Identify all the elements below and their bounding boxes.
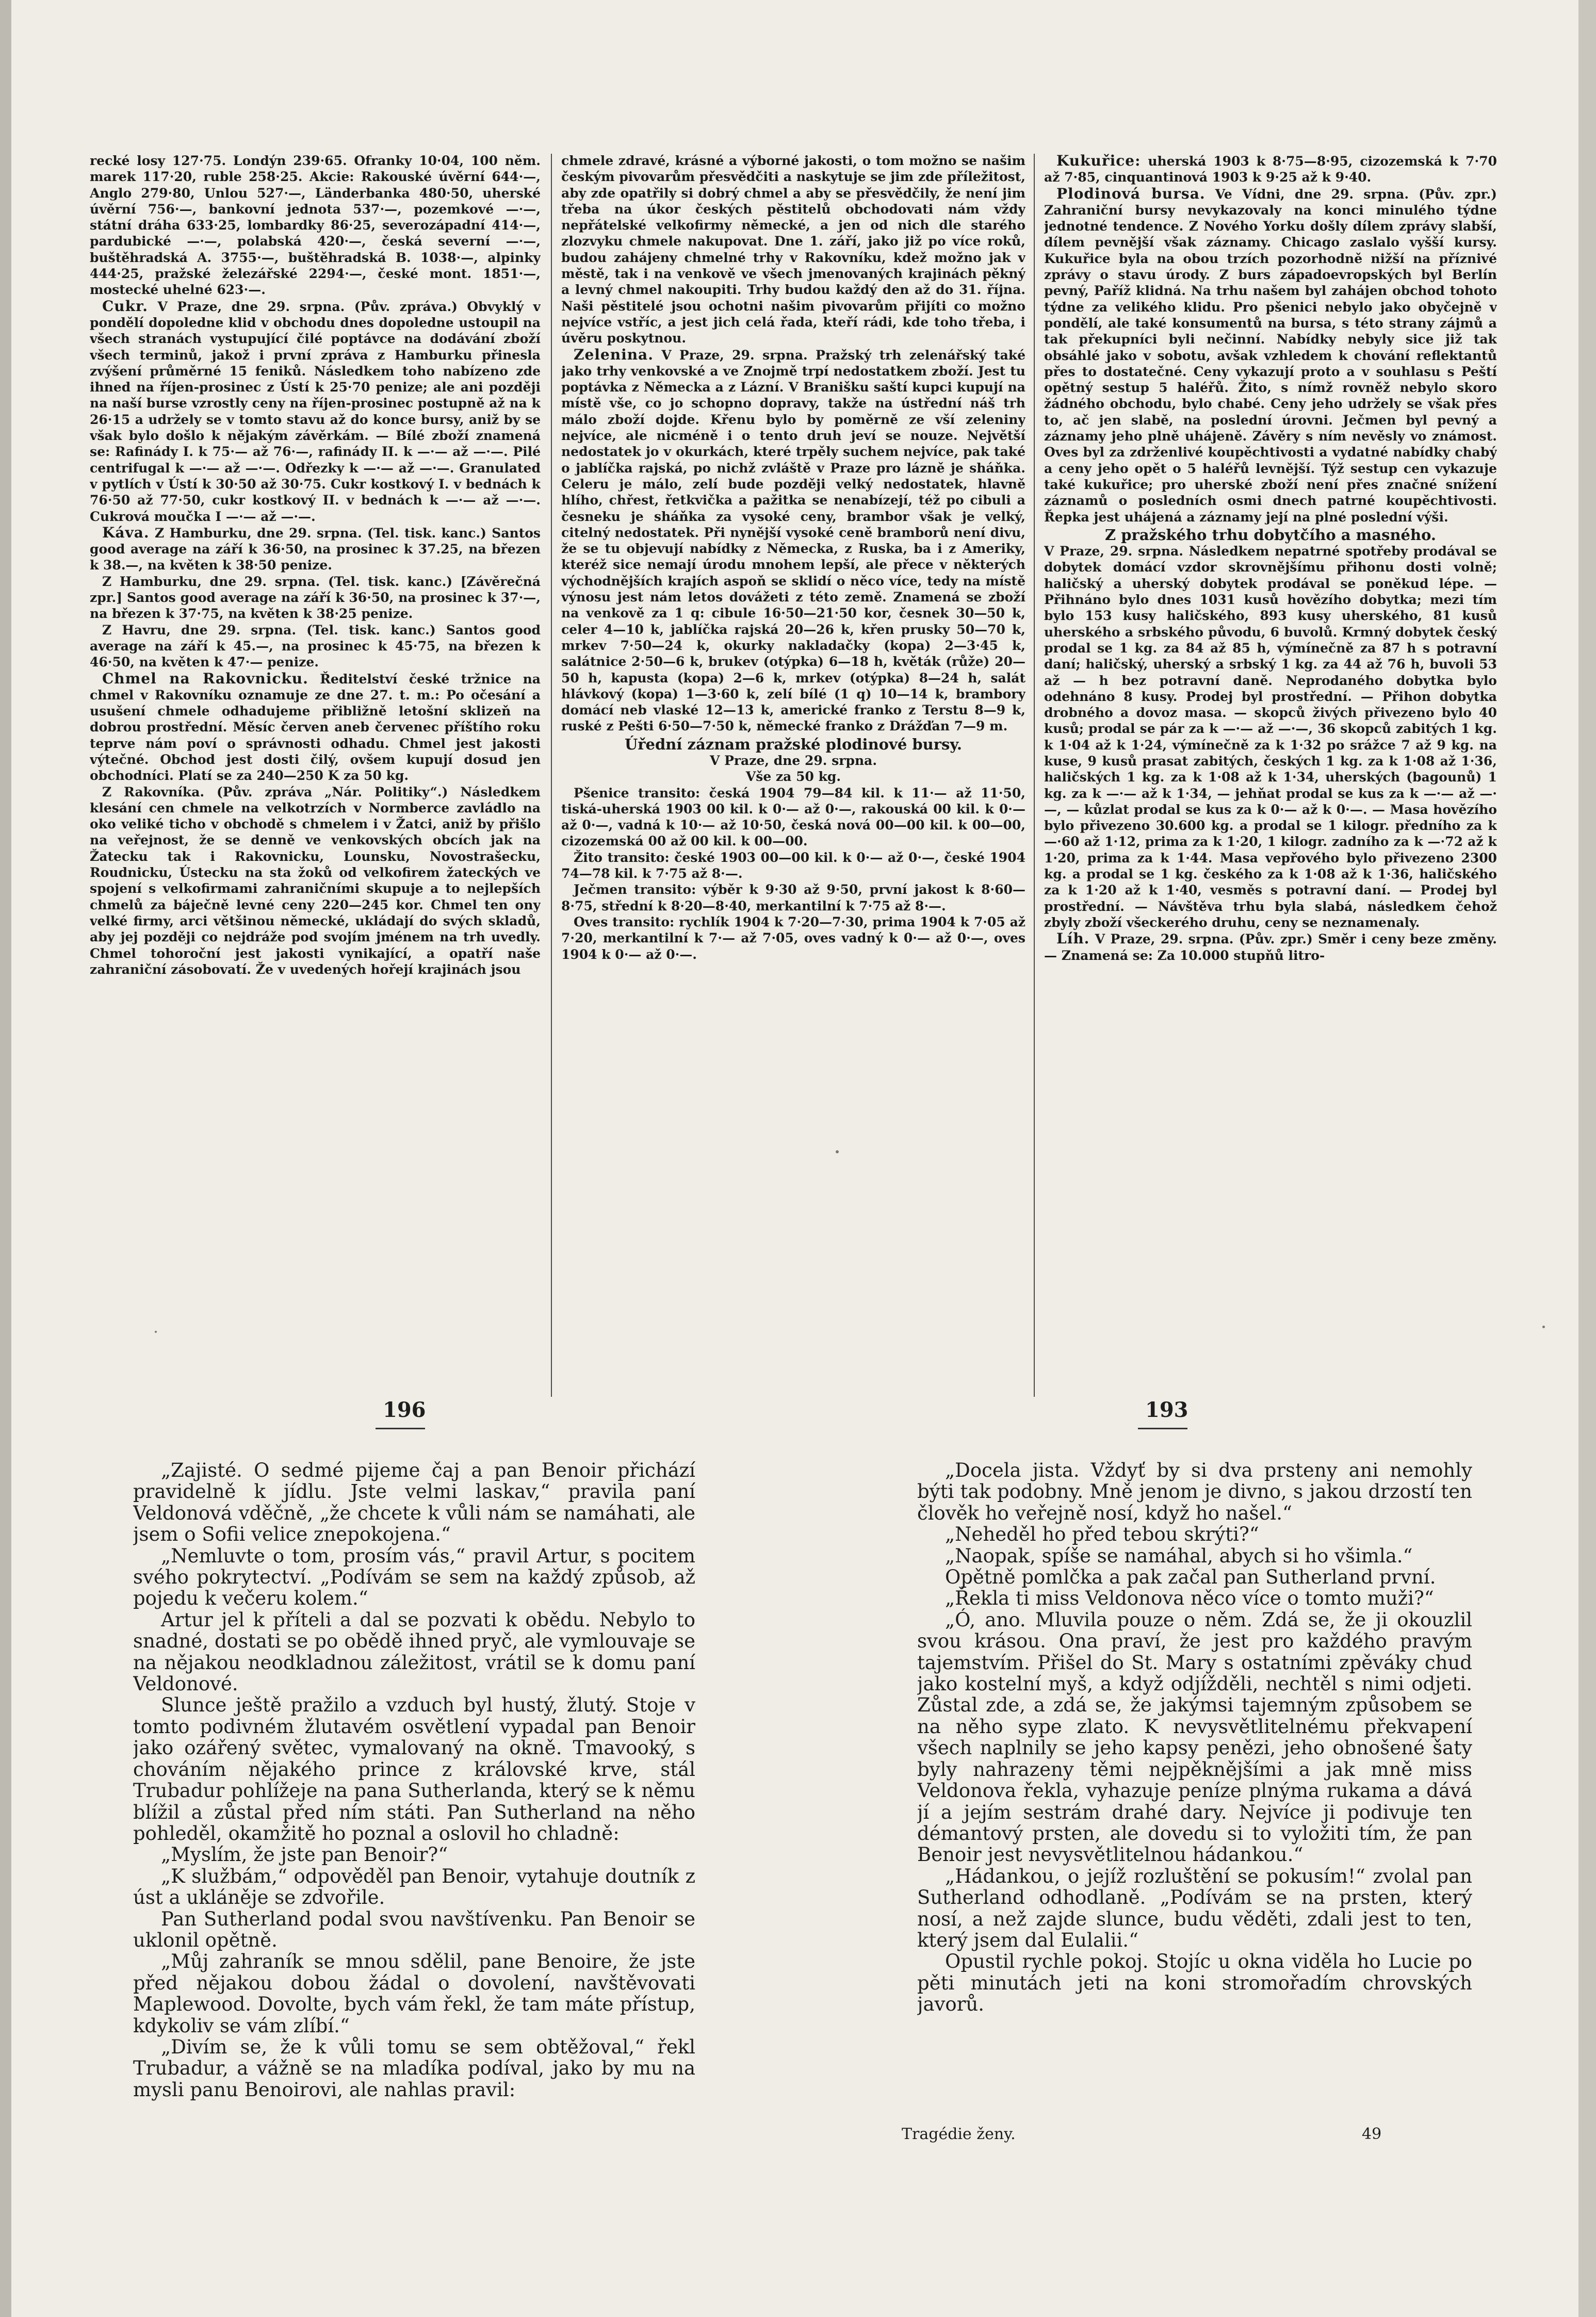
book-paragraph: „Naopak, spíše se namáhal, abych si ho všimla.“ <box>945 1544 1413 1567</box>
book-paragraph: „Řekla ti miss Veldonova něco více o tomto muži?“ <box>945 1587 1434 1610</box>
news-paragraph: Pšenice transito: česká 1904 79—84 kil. k 11·— až 11·50, tiská-uherská 1903 00 kil. k 0·— až 0·—, rakouská 00 kil. k 0·— až 0·—, vadná k 10·— až 10·50, česká nová 00—00 kil. k 00—00, cizozemská 00 až 00 kil. k 00—00. <box>561 785 1025 849</box>
book-paragraph: Slunce ještě pražilo a vzduch byl hustý, žlutý. Stoje v tomto podivném žlutavém osvětlení vypadal pan Benoir jako ozářený světec, vymalovaný na okně. Tmavooký, s chováním nějakého prince z královské krve, stál Trubadur pohlížeje na pana Sutherlanda, který se k němu blížil a zůstal před ním státi. Pan Sutherland na něho pohleděl, okamžitě ho poznal a oslovil ho chladně: <box>133 1694 695 1845</box>
news-column-2 <box>561 153 1025 1401</box>
running-footer-title: Tragédie ženy. <box>902 2125 1016 2143</box>
book-paragraph: Pan Sutherland podal svou navštívenku. Pan Benoir se uklonil opětně. <box>133 1907 695 1951</box>
section-subheading: V Praze, dne 29. srpna. <box>709 753 877 768</box>
book-paragraph: „Můj zahraník se mnou sdělil, pane Benoire, že jste před nějakou dobou žádal o dovolení, navštěvovati Maplewood. Dovolte, bych vám řekl, že tam máte přístup, kdykoliv se vám zlíbí.“ <box>133 1950 695 2037</box>
news-paragraph: Ječmen transito: výběr k 9·30 až 9·50, první jakost k 8·60—8·75, střední k 8·20—8·40, merkantilní k 7·75 až 8·—. <box>561 882 1025 913</box>
news-item-text: V Praze, 29. srpna. Pražský trh zelenářský také jako trhy venkovské a ve Znojmě trpí nedostatkem zboží. Jest tu poptávka z Německa a z Lázní. V Branišku saští kupci kupují na místě vše, co jo schopno dopravy, takže na ústřední náš trh málo zboží dojde. Křenu bylo by poměrně ze vší zeleniny nejvíce, ale nicméně i o tento druh jeví se nouze. Největší nedostatek jo v okurkách, které trpěly suchem nejvíce, pak také o jablíčka rajská, po nichž zvláště v Praze pro lázně je sháňka. Celeru je málo, zelí bude později velký nedostatek, hlavně hlího, chřest, řetkvička a pažitka se nenabízejí, též po cibuli a česneku je sháňka za vysoké ceny, brambor však je velký, citelný nedostatek. Při nynější vysoké ceně bramborů není divu, že se tu objevují nabídky z Německa, z Ruska, ba i z Ameriky, kteréž sice nemají úrodu mnohem lepší, ale přece v některých východnějších krajích aspoň se sklidí o něco více, tedy na místě výnosu jest nám letos dovážeti z této země. Znamená se zboží na venkově za 1 q: cibule 16·50—21·50 kor, česnek 30—50 k, celer 4—10 k, jablíčka rajská 20—26 k, křen prusky 50—70 k, mrkev 7·50—24 k, okurky nakladačky (kopa) 2—3·45 k, salátnice 2·50—6 k, brukev (otýpka) 6—18 h, květák (růže) 20—50 h, kapusta (kopa) 2—6 k, mrkev (otýpka) 8—24 h, salát hlávkový (kopa) 1—3·60 k, zelí bílé (1 q) 10—14 k, brambory domácí neb vlaské 12—13 k, americké franko z Terstu 8—9 k, ruské z Pešti 6·50—7·50 k, německé franko z Drážďan 7—9 m. <box>561 347 1025 734</box>
book-paragraph: „Zajisté. O sedmé pijeme čaj a pan Benoir přichází pravidelně k jídlu. Jste velmi laskav,“ pravila paní Veldonová vděčně, „že chcete k vůli nám se namáhati, ale jsem o Sofii velice znepokojena.“ <box>133 1460 695 1546</box>
book-page-right <box>917 1460 1472 2130</box>
news-paragraph <box>561 347 1025 735</box>
book-paragraph: „Myslím, že jste pan Benoir?“ <box>161 1843 448 1866</box>
news-paragraph <box>90 298 541 525</box>
folio-rule <box>1138 1428 1187 1429</box>
news-paragraph <box>1044 931 1497 964</box>
section-heading: Z pražského trhu dobytčího a masného. <box>1105 526 1436 544</box>
news-paragraph <box>1044 153 1497 186</box>
news-paragraph <box>1044 186 1497 525</box>
news-item-heading: Plodinová bursa. <box>1056 185 1206 202</box>
running-footer-page: 49 <box>1362 2125 1382 2143</box>
news-paragraph <box>90 671 541 784</box>
news-paragraph <box>90 525 541 574</box>
news-item-text: V Praze, 29. srpna. (Pův. zpr.) Směr i ceny beze změny. — Znamená se: Za 10.000 stupňů litro- <box>1044 932 1497 963</box>
news-paragraph: Z Hamburku, dne 29. srpna. (Tel. tisk. kanc.) [Závěrečná zpr.] Santos good average na září k 36·50, na prosinec k 37·—, na březen k 37·75, na květen k 38·25 penize. <box>90 574 541 622</box>
news-paragraph: recké losy 127·75. Londýn 239·65. Ofranky 10·04, 100 něm. marek 117·20, ruble 258·25. Akcie: Rakouské úvěrní 644·—, Anglo 279·80, Unlou 527·—, Länderbanka 480·50, uherské úvěrní 756·—, bankovní jednota 537·—, pozemkové —·—, státní dráha 633·25, lombardky 86·25, severozápadní 414·—, pardubické —·—, polabská 420·—, česká severní —·—, buštěhradská A. 3755·—, buštěhradská B. 1038·—, alpinky 444·25, pražské železářské 2294·—, české mont. 1851·—, mostecké uhelné 623·—. <box>90 153 541 298</box>
column-rule <box>1034 154 1035 1397</box>
book-paragraph: „Neheděl ho před tebou skrýti?“ <box>945 1523 1259 1546</box>
book-paragraph: Opustil rychle pokoj. Stojíc u okna viděla ho Lucie po pěti minutách jeti na koni stromořadím chrovských javorů. <box>917 1950 1472 2016</box>
section-subheading: Vše za 50 kg. <box>745 769 841 785</box>
book-paragraph: „Docela jista. Vždyť by si dva prsteny ani nemohly býti tak podobny. Mně jenom je divno, s jakou drzostí ten člověk ho veřejně nosí, když ho našel.“ <box>917 1460 1472 1524</box>
news-column-1 <box>90 153 541 1401</box>
news-item-text: Ředitelství české tržnice na chmel v Rakovníku oznamuje ze dne 27. t. m.: Po očesání a usušení chmele odhadujeme přibližně letošní sklizeň na dobrou prostřední. Měsíc červen aneb červenec příštího roku teprve nám poví o správnosti odhadu. Chmel jest jakosti výtečné. Obchod jest dosti čilý, ovšem kupují dosud jen obchodníci. Platí se za 240—250 K za 50 kg. <box>90 671 541 784</box>
news-item-text: uherská 1903 k 8·75—8·95, cizozemská k 7·70 až 7·85, cinquantinová 1903 k 9·25 až k 9·40. <box>1044 154 1497 185</box>
folio-right: 193 <box>1145 1398 1188 1422</box>
news-item-heading: Kukuřice: <box>1056 153 1141 169</box>
news-item-heading: Zelenina. <box>574 346 654 363</box>
news-paragraph: Z Havru, dne 29. srpna. (Tel. tisk. kanc.) Santos good average na září k 45.—, na prosinec k 45·75, na březen k 46·50, na květen k 47·— penize. <box>90 622 541 670</box>
book-paragraph: „Nemluvte o tom, prosím vás,“ pravil Artur, s pocitem svého pokrytectví. „Podívám se sem na každý způsob, až pojedu k večeru kolem.“ <box>133 1544 695 1610</box>
book-page-left <box>133 1460 695 2151</box>
folio-rule <box>376 1428 425 1429</box>
news-item-text: Z Hamburku, dne 29. srpna. (Tel. tisk. kanc.) Santos good average na září k 36·50, na prosinec k 37.25, na březen k 38.—, na květen k 38·50 penize. <box>90 525 541 573</box>
news-paragraph: Z Rakovníka. (Pův. zpráva „Nár. Politiky“.) Následkem klesání cen chmele na velkotrzích v Normberce zavládlo na oko veliké ticho v obchodě s chmelem i v Žatci, aniž by přišlo na veřejnost, že se denně ve venkovských obcích jak na Žatecku tak i Rakovnicku, Lounsku, Novostrašecku, Roudnicku, Ústecku na sta žoků od velkofirem žateckých ve spojení s velkofirmami zahraničními skupuje a to nejlepších chmelů za báječně levné ceny 220—245 kor. Chmel ten ony velké firmy, arci většinou německé, ukládají do svých skladů, aby jej později co nejdráže pod svojím jménem na trh uvedly. Chmel tohoroční jest jakosti vynikající, a opatří naše zahraniční zásobovatí. Že v uvedených hořejí krajinách jsou <box>90 784 541 977</box>
news-paragraph: chmele zdravé, krásné a výborné jakosti, o tom možno se našim českým pivovarům přesvědčiti a naskytuje se jim zde příležitost, aby zde opatřily si dobrý chmel a aby se přesvědčily, že není jim třeba na úkor českých pěstitelů obchodovati nám vždy nepřátelské velkofirmy německé, a jen od nich dle starého zlozvyku chmele nakupovat. Dne 1. září, jako již po více roků, budou zahájeny chmelné trhy v Rakovníku, kdež možno jak v městě, tak i na venkově ve všech jmenovaných krajinách pěkný a levný chmel nakoupiti. Trhy budou každý den až do 31. října. Naši pěstitelé jsou ochotni našim pivovarům přijíti co možno nejvíce vstříc, a jest jich celá řada, kteří rádi, kde toho třeba, i úvěru poskytnou. <box>561 153 1025 346</box>
book-paragraph: „Divím se, že k vůli tomu se sem obtěžoval,“ řekl Trubadur, a vážně se na mladíka podíval, jako by mu na mysli panu Benoirovi, ale nahlas pravil: <box>133 2035 695 2101</box>
news-item-heading: Cukr. <box>102 297 148 315</box>
news-item-heading: Káva. <box>102 524 150 541</box>
book-paragraph: Opětně pomlčka a pak začal pan Sutherland první. <box>945 1566 1436 1589</box>
news-item-text: Ve Vídni, dne 29. srpna. (Pův. zpr.) Zahraniční bursy nevykazovaly na konci minulého týdne jednotné tendence. Z Nového Yorku došly dílem zprávy slabší, dílem pevnější však záznamy. Chicago zaslalo vyšší kursy. Kukuřice byla na obou trzích pozorhodně nižší na příznivé zprávy o stavu úrody. Z burs západoevropských byl Berlín pevný, Paříž klidná. Na trhu našem byl zahájen obchod tohoto týdne za velikého klidu. Pro pšenici nebylo jako obyčejně v pondělí, ale také konsumentů na bursa, s této strany zájmů a tak překupníci byli nečinní. Nabídky nebyly sice již tak obsáhlé jako v sobotu, avšak vzhledem k chování reflektantů přes to dostatečné. Ceny vykazují proto a v souhlasu s Peští opětný sestup 5 haléřů. Žito, s nímž rovněž nebylo skoro žádného obchodu, bylo chabé. Ceny jeho udržely se však přes to, ač jen slabě, na poslední úrovni. Ječmen byl pevný a záznamy jeho plně uhájeně. Závěry s ním nevěsly vo známost. Oves byl za zdrženlivé koupěchtivosti a vydatné nabídky chabý a ceny jeho opět o 5 haléřů levnější. Týž sestup cen vykazuje také kukuřice; pro uherské zboží není přes značné snížení záznamů o posledních osmi dnech patrné koupěchtivosti. Řepka jest uhájená a záznamy její na plné poslední výši. <box>1044 186 1497 525</box>
news-paragraph: V Praze, 29. srpna. Následkem nepatrné spotřeby prodával se dobytek domácí vzdor skrovnějšímu přihonu dosti volně; haličský a uherský dobytek prodával se poněkud lépe. — Přihnáno bylo dnes 1031 kusů hovězího dobytka; mezi tím bylo 153 kusy haličského, 893 kusy uherského, 81 kusů uherského a srbského původu, 6 buvolů. Krmný dobytek český prodal se 1 kg. za 84 až 85 h, výmínečně za 87 h s potravní daní; haličský, uherský a srbský 1 kg. za 44 až 76 h, buvoli 53 až — h bez potravní daně. Neprodaného dobytka bylo odehnáno 8 kusy. Prodej byl prostřední. — Přihon dobytka drobného a dovoz masa. — skopců živých přivezeno bylo 40 kusů; prodal se pár za k —·— až —·—, 36 skopců zabitých 1 kg. k 1·04 až k 1·24, výmínečně za k 1·32 po srážce 7 až 9 kg. na kuse, 9 kusů prasat zabitých, českých 1 kg. za k 1·08 až 1·36, haličských 1 kg. za k 1·08 až k 1·34, uherských (bagounů) 1 kg. za k —·— až k 1·34, — jehňat prodal se kus za k —·— až —·—, — kůzlat prodal se kus za k 0·— až k 0·—. — Masa hovězího bylo přivezeno 30.600 kg. a prodal se 1 kilogr. předního za k —·60 až 1·12, prima za k 1·20, 1 kilogr. zadního za k —·72 až k 1·20, prima za k 1·44. Masa vepřového bylo přivezeno 2300 kg. a prodal se 1 kg. českého za k 1·08 až k 1·36, haličského za k 1·20 až k 1·40, vesměs s potravní daní. — Prodej byl prostřední. — Návštěva trhu byla slabá, následkem čehož zbyly zboží všeckerého druhu, ceny se neznamenaly. <box>1044 544 1497 930</box>
right-page-edge <box>1578 0 1596 2317</box>
scan-speck <box>155 1331 157 1333</box>
scan-speck <box>836 1150 839 1153</box>
news-paragraph: Oves transito: rychlík 1904 k 7·20—7·30, prima 1904 k 7·05 až 7·20, merkantilní k 7·— až 7·05, oves vadný k 0·— až 0·—, oves 1904 k 0·— až 0·—. <box>561 914 1025 962</box>
news-column-3 <box>1044 153 1497 1401</box>
scan-speck <box>1542 1326 1545 1328</box>
news-item-heading: Líh. <box>1056 930 1090 948</box>
book-paragraph: „Hádankou, o jejíž rozluštění se pokusím!“ zvolal pan Sutherland odhodlaně. „Podívám se na prsten, který nosí, a než zajde slunce, budu věděti, zdali jest to ten, který jsem dal Eulalii.“ <box>917 1865 1472 1951</box>
section-heading: Úřední záznam pražské plodinové bursy. <box>624 735 962 753</box>
left-page-edge <box>0 0 11 2317</box>
folio-left: 196 <box>383 1398 426 1422</box>
news-paragraph: Žito transito: české 1903 00—00 kil. k 0·— až 0·—, české 1904 74—78 kil. k 7·75 až 8·—. <box>561 850 1025 882</box>
column-rule <box>551 154 552 1397</box>
news-item-text: V Praze, dne 29. srpna. (Pův. zpráva.) Obvyklý v pondělí dopoledne klid v obchodu dnes dopoledne ustoupil na všech stranách vystupující čilé poptávce na dodávání zboží všech terminů, jakož i první zpráva z Hamburku přinesla zvýšení průměrné 15 feniků. Následkem toho nabízeno zde ihned na říjen-prosinec z Ústí k 25·70 penize; ale ani později na naší burse vzrostly ceny na říjen-prosinec postupně až na k 26·15 a udržely se v tomto stavu až do konce bursy, aniž by se však bylo došlo k nějakým závěrkám. — Bílé zboží znamená se: Rafinády I. k 75·— až 76·—, rafinády II. k —·— až —·—. Pilé centrifugal k —·— až —·—. Odřezky k —·— až —·—. Granulated v pytlích v Ústí k 30·50 až 30·75. Cukr kostkový I. v bednách k 76·50 až 77·50, cukr kostkový II. v bednách k —·— až —·—. Cukrová moučka I —·— až —·—. <box>90 299 541 524</box>
book-paragraph: „K službám,“ odpověděl pan Benoir, vytahuje doutník z úst a ukláněje se zdvořile. <box>133 1865 695 1909</box>
book-paragraph: „Ó, ano. Mluvila pouze o něm. Zdá se, že ji okouzlil svou krásou. Ona praví, že jest pro každého pravým tajemstvím. Přišel do St. Mary s ostatními zpěváky chud jako kostelní myš, a když odjížděli, nechtěl s nimi odjeti. Zůstal zde, a zdá se, že jakýmsi tajemným způsobem se na něho sype zlato. K nevysvětlitelnému překvapení všech naplnily se jeho kapsy penězi, jeho obnošené šaty byly nahrazeny těmi nejpěknějšími a jak mně miss Veldonova řekla, vyhazuje peníze plnýma rukama a dává jí a jejím sestrám drahé dary. Nejvíce ji podivuje ten démantový prsten, ale dovedu si to vyložiti tím, že pan Benoir jest nevysvětlitelnou hádankou.“ <box>917 1608 1472 1866</box>
book-paragraph: Artur jel k příteli a dal se pozvati k obědu. Nebylo to snadné, dostati se po obědě ihned pryč, ale vymlouvaje se na nějakou neodkladnou záležitost, vrátil se k domu paní Veldonové. <box>133 1608 695 1695</box>
news-item-heading: Chmel na Rakovnicku. <box>102 670 308 687</box>
